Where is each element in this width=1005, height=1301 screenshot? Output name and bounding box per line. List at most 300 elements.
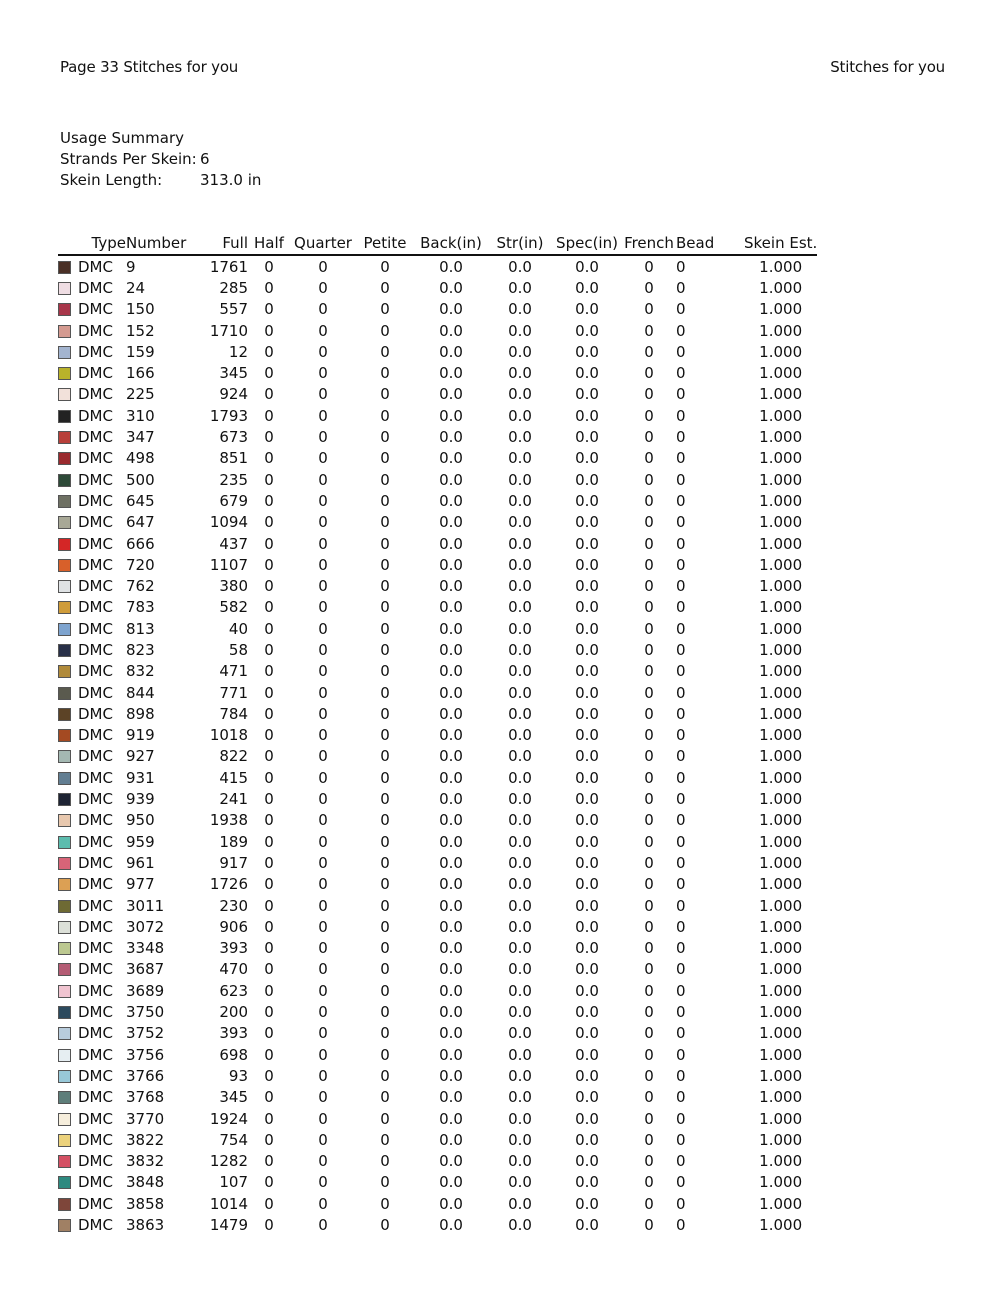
skein-est-cell: 1.000 bbox=[759, 321, 803, 340]
back-cell: 0.0 bbox=[439, 257, 463, 276]
quarter-cell: 0 bbox=[318, 683, 328, 702]
col-header-back: Back(in) bbox=[414, 232, 488, 255]
petite-cell: 0 bbox=[380, 917, 390, 936]
str-cell: 0.0 bbox=[508, 683, 532, 702]
type-cell: DMC bbox=[78, 428, 113, 447]
number-cell: 152 bbox=[126, 321, 155, 340]
str-cell: 0.0 bbox=[508, 981, 532, 1000]
number-cell: 3348 bbox=[126, 939, 165, 958]
str-cell: 0.0 bbox=[508, 832, 532, 851]
str-cell: 0.0 bbox=[508, 726, 532, 745]
petite-cell: 0 bbox=[380, 300, 390, 319]
table-row bbox=[58, 767, 817, 788]
bead-cell: 0 bbox=[676, 939, 686, 958]
spec-cell: 0.0 bbox=[575, 768, 599, 787]
spec-cell: 0.0 bbox=[575, 321, 599, 340]
type-cell: DMC bbox=[78, 640, 113, 659]
full-cell: 1710 bbox=[209, 321, 248, 340]
french-cell: 0 bbox=[644, 449, 654, 468]
half-cell: 0 bbox=[264, 300, 274, 319]
color-swatch bbox=[58, 687, 71, 700]
number-cell: 783 bbox=[126, 598, 155, 617]
spec-cell: 0.0 bbox=[575, 1024, 599, 1043]
color-swatch bbox=[58, 814, 71, 827]
back-cell: 0.0 bbox=[439, 1130, 463, 1149]
half-cell: 0 bbox=[264, 1045, 274, 1064]
table-row bbox=[58, 703, 817, 724]
quarter-cell: 0 bbox=[318, 768, 328, 787]
back-cell: 0.0 bbox=[439, 364, 463, 383]
usage-table bbox=[58, 232, 817, 1236]
half-cell: 0 bbox=[264, 406, 274, 425]
str-cell: 0.0 bbox=[508, 875, 532, 894]
french-cell: 0 bbox=[644, 321, 654, 340]
swatch-cell bbox=[58, 1001, 78, 1022]
color-swatch bbox=[58, 1006, 71, 1019]
swatch-cell bbox=[58, 682, 78, 703]
spec-cell: 0.0 bbox=[575, 981, 599, 1000]
spec-cell: 0.0 bbox=[575, 1088, 599, 1107]
bead-cell: 0 bbox=[676, 385, 686, 404]
table-row bbox=[58, 554, 817, 575]
half-cell: 0 bbox=[264, 768, 274, 787]
full-cell: 771 bbox=[219, 683, 248, 702]
bead-cell: 0 bbox=[676, 449, 686, 468]
skein-est-cell: 1.000 bbox=[759, 1088, 803, 1107]
swatch-cell bbox=[58, 448, 78, 469]
back-cell: 0.0 bbox=[439, 1045, 463, 1064]
quarter-cell: 0 bbox=[318, 1003, 328, 1022]
back-cell: 0.0 bbox=[439, 811, 463, 830]
number-cell: 159 bbox=[126, 342, 155, 361]
french-cell: 0 bbox=[644, 939, 654, 958]
swatch-cell bbox=[58, 1044, 78, 1065]
type-cell: DMC bbox=[78, 1173, 113, 1192]
swatch-cell bbox=[58, 426, 78, 447]
half-cell: 0 bbox=[264, 1216, 274, 1234]
half-cell: 0 bbox=[264, 747, 274, 766]
spec-cell: 0.0 bbox=[575, 385, 599, 404]
table-row bbox=[58, 1172, 817, 1193]
french-cell: 0 bbox=[644, 1216, 654, 1234]
str-cell: 0.0 bbox=[508, 619, 532, 638]
spec-cell: 0.0 bbox=[575, 1152, 599, 1171]
quarter-cell: 0 bbox=[318, 449, 328, 468]
back-cell: 0.0 bbox=[439, 896, 463, 915]
type-cell: DMC bbox=[78, 726, 113, 745]
swatch-cell bbox=[58, 277, 78, 298]
str-cell: 0.0 bbox=[508, 704, 532, 723]
petite-cell: 0 bbox=[380, 321, 390, 340]
bead-cell: 0 bbox=[676, 555, 686, 574]
type-cell: DMC bbox=[78, 811, 113, 830]
half-cell: 0 bbox=[264, 321, 274, 340]
spec-cell: 0.0 bbox=[575, 491, 599, 510]
full-cell: 12 bbox=[228, 342, 248, 361]
french-cell: 0 bbox=[644, 1088, 654, 1107]
back-cell: 0.0 bbox=[439, 278, 463, 297]
number-cell: 3848 bbox=[126, 1173, 165, 1192]
half-cell: 0 bbox=[264, 1173, 274, 1192]
table-row bbox=[58, 682, 817, 703]
back-cell: 0.0 bbox=[439, 300, 463, 319]
half-cell: 0 bbox=[264, 598, 274, 617]
skein-est-cell: 1.000 bbox=[759, 555, 803, 574]
str-cell: 0.0 bbox=[508, 364, 532, 383]
swatch-cell bbox=[58, 1214, 78, 1235]
table-row bbox=[58, 1193, 817, 1214]
full-cell: 1107 bbox=[209, 555, 248, 574]
swatch-cell bbox=[58, 810, 78, 831]
petite-cell: 0 bbox=[380, 768, 390, 787]
french-cell: 0 bbox=[644, 300, 654, 319]
half-cell: 0 bbox=[264, 555, 274, 574]
half-cell: 0 bbox=[264, 577, 274, 596]
table-row bbox=[58, 1150, 817, 1171]
full-cell: 107 bbox=[219, 1173, 248, 1192]
full-cell: 200 bbox=[219, 1003, 248, 1022]
number-cell: 844 bbox=[126, 683, 155, 702]
table-row bbox=[58, 1065, 817, 1086]
skein-est-cell: 1.000 bbox=[759, 832, 803, 851]
spec-cell: 0.0 bbox=[575, 513, 599, 532]
str-cell: 0.0 bbox=[508, 1152, 532, 1171]
bead-cell: 0 bbox=[676, 790, 686, 809]
petite-cell: 0 bbox=[380, 981, 390, 1000]
full-cell: 1014 bbox=[209, 1194, 248, 1213]
bead-cell: 0 bbox=[676, 534, 686, 553]
full-cell: 58 bbox=[228, 640, 248, 659]
quarter-cell: 0 bbox=[318, 939, 328, 958]
spec-cell: 0.0 bbox=[575, 1066, 599, 1085]
color-swatch bbox=[58, 367, 71, 380]
quarter-cell: 0 bbox=[318, 1173, 328, 1192]
col-header-spec: Spec(in) bbox=[552, 232, 622, 255]
french-cell: 0 bbox=[644, 428, 654, 447]
french-cell: 0 bbox=[644, 1024, 654, 1043]
type-cell: DMC bbox=[78, 896, 113, 915]
table-row bbox=[58, 639, 817, 660]
type-cell: DMC bbox=[78, 832, 113, 851]
skein-est-cell: 1.000 bbox=[759, 257, 803, 276]
skein-est-cell: 1.000 bbox=[759, 981, 803, 1000]
back-cell: 0.0 bbox=[439, 960, 463, 979]
petite-cell: 0 bbox=[380, 747, 390, 766]
skein-est-cell: 1.000 bbox=[759, 939, 803, 958]
color-swatch bbox=[58, 1134, 71, 1147]
petite-cell: 0 bbox=[380, 683, 390, 702]
french-cell: 0 bbox=[644, 640, 654, 659]
quarter-cell: 0 bbox=[318, 1152, 328, 1171]
str-cell: 0.0 bbox=[508, 917, 532, 936]
full-cell: 1924 bbox=[209, 1109, 248, 1128]
french-cell: 0 bbox=[644, 513, 654, 532]
back-cell: 0.0 bbox=[439, 534, 463, 553]
str-cell: 0.0 bbox=[508, 939, 532, 958]
french-cell: 0 bbox=[644, 1045, 654, 1064]
french-cell: 0 bbox=[644, 364, 654, 383]
half-cell: 0 bbox=[264, 683, 274, 702]
skein-est-cell: 1.000 bbox=[759, 875, 803, 894]
skein-est-cell: 1.000 bbox=[759, 406, 803, 425]
petite-cell: 0 bbox=[380, 364, 390, 383]
table-row bbox=[58, 959, 817, 980]
half-cell: 0 bbox=[264, 619, 274, 638]
skein-est-cell: 1.000 bbox=[759, 790, 803, 809]
table-row bbox=[58, 895, 817, 916]
table-row bbox=[58, 533, 817, 554]
number-cell: 927 bbox=[126, 747, 155, 766]
usage-table-body bbox=[58, 255, 817, 1236]
str-cell: 0.0 bbox=[508, 257, 532, 276]
number-cell: 3766 bbox=[126, 1066, 165, 1085]
swatch-cell bbox=[58, 980, 78, 1001]
spec-cell: 0.0 bbox=[575, 662, 599, 681]
half-cell: 0 bbox=[264, 1130, 274, 1149]
petite-cell: 0 bbox=[380, 1194, 390, 1213]
number-cell: 823 bbox=[126, 640, 155, 659]
back-cell: 0.0 bbox=[439, 1152, 463, 1171]
petite-cell: 0 bbox=[380, 513, 390, 532]
color-swatch bbox=[58, 665, 71, 678]
str-cell: 0.0 bbox=[508, 1130, 532, 1149]
spec-cell: 0.0 bbox=[575, 683, 599, 702]
type-cell: DMC bbox=[78, 747, 113, 766]
str-cell: 0.0 bbox=[508, 1045, 532, 1064]
swatch-cell bbox=[58, 597, 78, 618]
number-cell: 950 bbox=[126, 811, 155, 830]
swatch-cell bbox=[58, 1129, 78, 1150]
spec-cell: 0.0 bbox=[575, 832, 599, 851]
petite-cell: 0 bbox=[380, 491, 390, 510]
str-cell: 0.0 bbox=[508, 449, 532, 468]
color-swatch bbox=[58, 516, 71, 529]
str-cell: 0.0 bbox=[508, 960, 532, 979]
petite-cell: 0 bbox=[380, 534, 390, 553]
table-row bbox=[58, 725, 817, 746]
back-cell: 0.0 bbox=[439, 1173, 463, 1192]
type-cell: DMC bbox=[78, 449, 113, 468]
petite-cell: 0 bbox=[380, 619, 390, 638]
color-swatch bbox=[58, 495, 71, 508]
full-cell: 673 bbox=[219, 428, 248, 447]
half-cell: 0 bbox=[264, 428, 274, 447]
table-row bbox=[58, 255, 817, 277]
skein-length-value: 313.0 in bbox=[200, 171, 262, 189]
spec-cell: 0.0 bbox=[575, 534, 599, 553]
number-cell: 3011 bbox=[126, 896, 165, 915]
color-swatch bbox=[58, 644, 71, 657]
half-cell: 0 bbox=[264, 385, 274, 404]
spec-cell: 0.0 bbox=[575, 1130, 599, 1149]
quarter-cell: 0 bbox=[318, 491, 328, 510]
bead-cell: 0 bbox=[676, 257, 686, 276]
table-row bbox=[58, 810, 817, 831]
petite-cell: 0 bbox=[380, 640, 390, 659]
quarter-cell: 0 bbox=[318, 1130, 328, 1149]
back-cell: 0.0 bbox=[439, 726, 463, 745]
quarter-cell: 0 bbox=[318, 1045, 328, 1064]
bead-cell: 0 bbox=[676, 470, 686, 489]
half-cell: 0 bbox=[264, 853, 274, 872]
petite-cell: 0 bbox=[380, 577, 390, 596]
swatch-cell bbox=[58, 1087, 78, 1108]
spec-cell: 0.0 bbox=[575, 278, 599, 297]
half-cell: 0 bbox=[264, 704, 274, 723]
petite-cell: 0 bbox=[380, 939, 390, 958]
petite-cell: 0 bbox=[380, 875, 390, 894]
number-cell: 498 bbox=[126, 449, 155, 468]
spec-cell: 0.0 bbox=[575, 342, 599, 361]
spec-cell: 0.0 bbox=[575, 619, 599, 638]
number-cell: 3689 bbox=[126, 981, 165, 1000]
number-cell: 720 bbox=[126, 555, 155, 574]
type-cell: DMC bbox=[78, 406, 113, 425]
type-cell: DMC bbox=[78, 1024, 113, 1043]
color-swatch bbox=[58, 963, 71, 976]
type-cell: DMC bbox=[78, 917, 113, 936]
back-cell: 0.0 bbox=[439, 790, 463, 809]
color-swatch bbox=[58, 729, 71, 742]
number-cell: 9 bbox=[126, 257, 136, 276]
skein-est-cell: 1.000 bbox=[759, 598, 803, 617]
number-cell: 347 bbox=[126, 428, 155, 447]
bead-cell: 0 bbox=[676, 577, 686, 596]
str-cell: 0.0 bbox=[508, 555, 532, 574]
swatch-cell bbox=[58, 490, 78, 511]
full-cell: 1094 bbox=[209, 513, 248, 532]
bead-cell: 0 bbox=[676, 640, 686, 659]
full-cell: 345 bbox=[219, 1088, 248, 1107]
quarter-cell: 0 bbox=[318, 726, 328, 745]
petite-cell: 0 bbox=[380, 1216, 390, 1234]
swatch-cell bbox=[58, 959, 78, 980]
str-cell: 0.0 bbox=[508, 385, 532, 404]
color-swatch bbox=[58, 750, 71, 763]
quarter-cell: 0 bbox=[318, 1024, 328, 1043]
full-cell: 1938 bbox=[209, 811, 248, 830]
half-cell: 0 bbox=[264, 1003, 274, 1022]
petite-cell: 0 bbox=[380, 1003, 390, 1022]
type-cell: DMC bbox=[78, 491, 113, 510]
color-swatch bbox=[58, 1176, 71, 1189]
skein-est-cell: 1.000 bbox=[759, 300, 803, 319]
back-cell: 0.0 bbox=[439, 683, 463, 702]
color-swatch bbox=[58, 538, 71, 551]
petite-cell: 0 bbox=[380, 449, 390, 468]
quarter-cell: 0 bbox=[318, 640, 328, 659]
table-row bbox=[58, 980, 817, 1001]
swatch-cell bbox=[58, 533, 78, 554]
number-cell: 166 bbox=[126, 364, 155, 383]
swatch-cell bbox=[58, 299, 78, 320]
full-cell: 822 bbox=[219, 747, 248, 766]
back-cell: 0.0 bbox=[439, 768, 463, 787]
french-cell: 0 bbox=[644, 917, 654, 936]
color-swatch bbox=[58, 836, 71, 849]
petite-cell: 0 bbox=[380, 428, 390, 447]
skein-est-cell: 1.000 bbox=[759, 960, 803, 979]
french-cell: 0 bbox=[644, 1173, 654, 1192]
color-swatch bbox=[58, 580, 71, 593]
quarter-cell: 0 bbox=[318, 257, 328, 276]
type-cell: DMC bbox=[78, 1194, 113, 1213]
strands-label: Strands Per Skein: bbox=[60, 150, 197, 168]
type-cell: DMC bbox=[78, 1003, 113, 1022]
skein-est-cell: 1.000 bbox=[759, 1003, 803, 1022]
type-cell: DMC bbox=[78, 875, 113, 894]
color-swatch bbox=[58, 942, 71, 955]
color-swatch bbox=[58, 878, 71, 891]
table-row bbox=[58, 661, 817, 682]
type-cell: DMC bbox=[78, 364, 113, 383]
back-cell: 0.0 bbox=[439, 513, 463, 532]
skein-est-cell: 1.000 bbox=[759, 726, 803, 745]
half-cell: 0 bbox=[264, 726, 274, 745]
table-row bbox=[58, 831, 817, 852]
bead-cell: 0 bbox=[676, 747, 686, 766]
bead-cell: 0 bbox=[676, 960, 686, 979]
full-cell: 241 bbox=[219, 790, 248, 809]
skein-est-cell: 1.000 bbox=[759, 577, 803, 596]
bead-cell: 0 bbox=[676, 1045, 686, 1064]
type-cell: DMC bbox=[78, 853, 113, 872]
bead-cell: 0 bbox=[676, 875, 686, 894]
type-cell: DMC bbox=[78, 385, 113, 404]
back-cell: 0.0 bbox=[439, 1109, 463, 1128]
french-cell: 0 bbox=[644, 662, 654, 681]
french-cell: 0 bbox=[644, 1130, 654, 1149]
swatch-cell bbox=[58, 469, 78, 490]
spec-cell: 0.0 bbox=[575, 1045, 599, 1064]
half-cell: 0 bbox=[264, 917, 274, 936]
skein-est-cell: 1.000 bbox=[759, 428, 803, 447]
str-cell: 0.0 bbox=[508, 1003, 532, 1022]
number-cell: 762 bbox=[126, 577, 155, 596]
swatch-cell bbox=[58, 703, 78, 724]
bead-cell: 0 bbox=[676, 704, 686, 723]
color-swatch bbox=[58, 346, 71, 359]
back-cell: 0.0 bbox=[439, 385, 463, 404]
color-swatch bbox=[58, 708, 71, 721]
number-cell: 961 bbox=[126, 853, 155, 872]
full-cell: 917 bbox=[219, 853, 248, 872]
half-cell: 0 bbox=[264, 278, 274, 297]
back-cell: 0.0 bbox=[439, 491, 463, 510]
swatch-cell bbox=[58, 618, 78, 639]
bead-cell: 0 bbox=[676, 364, 686, 383]
back-cell: 0.0 bbox=[439, 1088, 463, 1107]
page-header-right: Stitches for you bbox=[830, 58, 945, 76]
skein-est-cell: 1.000 bbox=[759, 747, 803, 766]
number-cell: 310 bbox=[126, 406, 155, 425]
french-cell: 0 bbox=[644, 790, 654, 809]
color-swatch bbox=[58, 601, 71, 614]
swatch-cell bbox=[58, 1108, 78, 1129]
full-cell: 40 bbox=[228, 619, 248, 638]
type-cell: DMC bbox=[78, 619, 113, 638]
bead-cell: 0 bbox=[676, 683, 686, 702]
number-cell: 3756 bbox=[126, 1045, 165, 1064]
swatch-cell bbox=[58, 1065, 78, 1086]
col-header-type: Type bbox=[78, 232, 126, 255]
str-cell: 0.0 bbox=[508, 1194, 532, 1213]
spec-cell: 0.0 bbox=[575, 406, 599, 425]
table-row bbox=[58, 405, 817, 426]
petite-cell: 0 bbox=[380, 960, 390, 979]
str-cell: 0.0 bbox=[508, 1066, 532, 1085]
back-cell: 0.0 bbox=[439, 598, 463, 617]
